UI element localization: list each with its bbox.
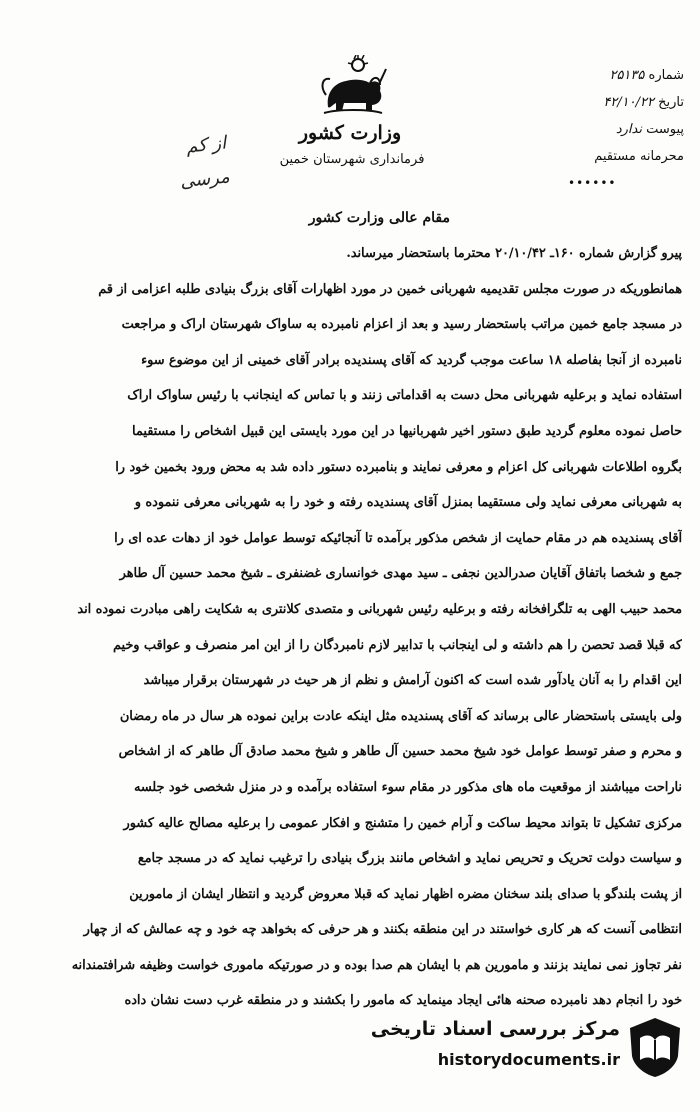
archive-website: historydocuments.ir [437,1050,620,1069]
letter-line: از پشت بلندگو با صدای بلند سخنان مضره اظهار نماید که قبلا معروض گردید و انتظار ایشان از مامورین [129,886,682,902]
date-value: ۴۲/۱۰/۲۲ [603,95,654,110]
letter-line: ناراحت میباشند از موقعیت ماه های مذکور در مقام سوء استفاده برآمده و در منزل شخصی خود جلسه [134,779,682,795]
letter-line: مرکزی تشکیل تا بتواند محیط ساکت و آرام خمین را متشنج و افکار عمومی را برعلیه مصالح عالیه کشور [123,815,682,831]
archive-name: مرکز بررسی اسناد تاریخی [370,1018,620,1040]
attachment-row [566,116,684,143]
number-label: شماره [648,68,684,83]
letter-line: نامبرده از آنجا بفاصله ۱۸ ساعت موجب گردید که آقای پسندیده برادر آقای خمینی از این موضوع سوء [141,352,682,368]
shield-book-icon [626,1016,684,1078]
number-value: ۲۵۱۳۵ [609,68,645,83]
letter-line: ولی بایستی باستحضار عالی برساند که آقای پسندیده مثل اینکه عادت براین نموده هر سال در ماه رمضان [119,708,682,724]
margin-note-line-2: مرسی [179,166,231,193]
margin-note-line-1: از کم [185,132,228,158]
letter-line: به شهربانی معرفی نماید ولی مستقیما بمنزل آقای پسندیده رفته و خود را به شهربانی معرفی ننموده و [134,495,682,511]
letter-line: که قبلا قصد تحصن را هم داشته و لی اینجانب با تدابیر لازم نامبردگان را از این امر منصرف و عواقب وخیم [112,637,682,653]
attachment-label: پیوست [646,122,684,137]
date-row [566,89,684,116]
letter-line: محمد حبیب الهی به تلگرافخانه رفته و برعلیه رئیس شهربانی و متصدی کلانتری به شکایت راهی مبادرت نموده اند [77,601,682,617]
letter-body [18,236,682,1019]
letter-line: حاصل نموده معلوم گردید طبق دستور اخیر شهربانیها در این مورد بایستی این قبیل اشخاص را مستقیما [132,423,682,439]
number-row [566,62,684,89]
letter-line: بگروه اطلاعات شهربانی کل اعزام و معرفی نمایند و بنامبرده دستور داده شد به محض ورود بخمین خود را [115,459,682,475]
attachment-value: ندارد [615,122,642,137]
date-label: تاریخ [658,95,684,110]
letter-line: همانطوریکه در صورت مجلس تقدیمیه شهربانی خمین در مورد اظهارات آقای بزرگ بنیادی طلبه اعزامی از قم [98,281,682,297]
letter-line: جمع و شخصا باتفاق آقایان صدرالدین نجفی ـ سید مهدی خوانساری غضنفری ـ شیخ محمد حسین آل طاهر [119,566,682,582]
classification-dots: •••••• [568,176,617,190]
letter-line: آقای پسندیده هم در مقام حمایت از شخص مذکور برآمده تا آنجائیکه توسط عوامل خود از دهات عده ای را [114,530,682,546]
letter-recipient: مقام عالی وزارت کشور [308,210,450,226]
letter-line: استفاده نماید و برعلیه شهربانی محل دست به اقداماتی زنند و با تماس که اینجانب با رئیس ساواک اراک [127,388,682,404]
letter-line: پیرو گزارش شماره ۱۶۰ـ ۲۰/۱۰/۴۲ محترما باستحضار میرساند. [346,246,682,261]
document-meta [566,62,684,197]
letter-line: نفر تجاوز نمی نمایند بزنند و مامورین هم با ایشان هم صدا بوده و در صورتیکه ماموری خواست وظیفه شرافتمندانه [71,957,682,973]
ministry-title: وزارت کشور [298,122,402,144]
letter-line: این اقدام را به آنان یادآور شده است که اکنون آرامش و نظم از هر حیث در شهرستان برقرار میباشد [143,673,682,689]
archive-watermark [370,1012,690,1090]
lion-and-sun-emblem-icon [318,55,388,117]
letter-line: خود را انجام دهد نامبرده صحنه هائی ایجاد مینماید که مامور را بکشند و در منطقه غرب دست نشان داده [124,993,682,1009]
letter-line: در مسجد جامع خمین مراتب باستحضار رسید و بعد از اعزام نامبرده به ساواک شهرستان اراک و مراجعت [121,317,682,333]
letter-line: انتظامی آنست که هر کاری خواستند در این منطقه بکنند و هر حرفی که بخواهد چه خود و چه عمالش که از چهار [83,922,682,938]
letter-line: و سیاست دولت تحریک و تحریص نماید و اشخاص مانند بزرگ بنیادی را ترغیب نماید که در مسجد جامع [137,851,682,867]
governorate-name: فرمانداری شهرستان خمین [279,152,425,167]
letter-line: و محرم و صفر توسط عوامل خود شیخ محمد حسین آل طاهر و شیخ محمد صادق آل طاهر که از اشخاص [118,744,682,760]
handwritten-margin-note [155,127,232,202]
classification-stamp: محرمانه مستقیم [594,149,684,164]
